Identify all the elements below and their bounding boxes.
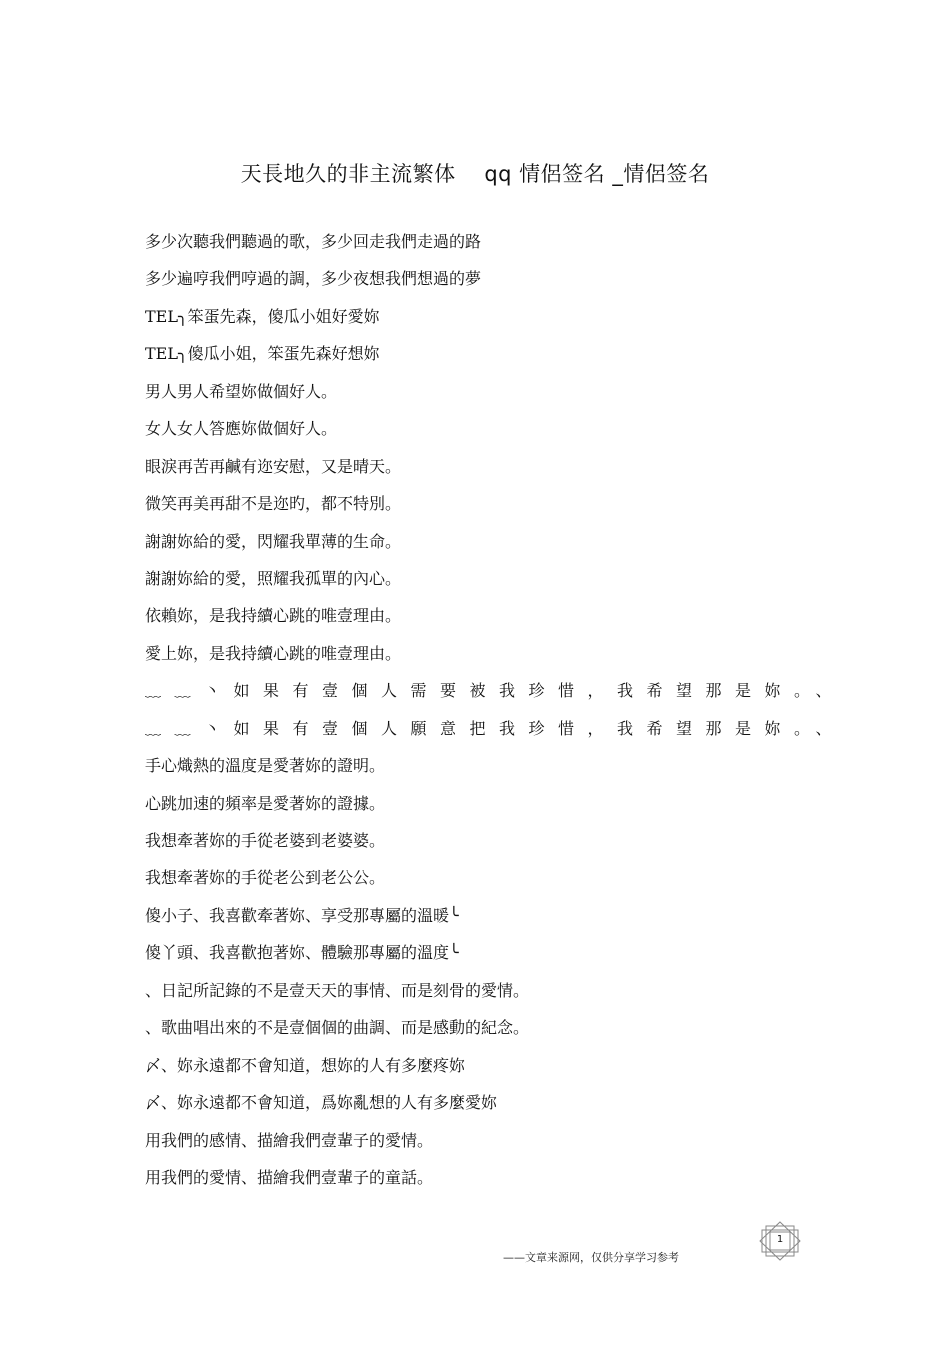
footer-note: ——文章来源网，仅供分享学习参考 — [503, 1251, 679, 1264]
list-item: 愛上妳，是我持續心跳的唯壹理由。 — [145, 643, 402, 663]
list-item: 多少遍哼我們哼過的調，多少夜想我們想過的夢 — [145, 269, 482, 289]
list-item: 傻小子、我喜歡牽著妳、享受那專屬的溫暖╰ — [145, 905, 459, 925]
list-item: 、日記所記錄的不是壹天天的事情、而是刻骨的愛情。 — [145, 980, 530, 1000]
document-title: 天長地久的非主流繁体 qq 情侶签名 _情侶签名 — [240, 162, 710, 186]
list-item: 、歌曲唱出來的不是壹個個的曲調、而是感動的紀念。 — [145, 1018, 530, 1038]
list-item: 謝謝妳給的愛，閃耀我單薄的生命。 — [145, 531, 402, 551]
page-number-badge — [756, 1220, 804, 1262]
list-item: 〆、妳永遠都不會知道，爲妳亂想的人有多麼愛妳 — [145, 1093, 498, 1113]
signature-list — [145, 228, 846, 1201]
list-item: 傻丫頭、我喜歡抱著妳、體驗那專屬的溫度╰ — [145, 943, 459, 963]
list-item: 用我們的愛情、描繪我們壹輩子的童話。 — [145, 1167, 434, 1187]
list-item: 依賴妳，是我持續心跳的唯壹理由。 — [145, 606, 402, 626]
list-item: ﹏﹏丶如果有壹個人需要被我珍惜，我希望那是妳。、 — [145, 681, 846, 701]
list-item: 男人男人希望妳做個好人。 — [145, 381, 338, 401]
list-item: 手心熾熱的溫度是愛著妳的證明。 — [145, 756, 386, 776]
list-item: TEL╮傻瓜小姐，笨蛋先森好想妳 — [145, 344, 380, 364]
list-item: 女人女人答應妳做個好人。 — [145, 419, 338, 439]
list-item: 多少次聽我們聽過的歌，多少回走我們走過的路 — [145, 232, 482, 251]
list-item: 我想牽著妳的手從老婆到老婆婆。 — [145, 831, 386, 850]
list-item: 心跳加速的頻率是愛著妳的證據。 — [145, 793, 386, 813]
list-item: 謝謝妳給的愛，照耀我孤單的內心。 — [145, 568, 402, 588]
list-item: 微笑再美再甜不是迩旳，都不特別。 — [145, 494, 402, 514]
list-item: 用我們的感情、描繪我們壹輩子的愛情。 — [145, 1130, 434, 1150]
list-item: TEL╮笨蛋先森，傻瓜小姐好愛妳 — [145, 306, 380, 326]
list-item: 〆、妳永遠都不會知道，想妳的人有多麼疼妳 — [145, 1055, 466, 1075]
list-item: ﹏﹏丶如果有壹個人願意把我珍惜，我希望那是妳。、 — [145, 718, 846, 738]
page-number: 1 — [776, 1234, 784, 1245]
list-item: 我想牽著妳的手從老公到老公公。 — [145, 868, 386, 888]
list-item: 眼淚再苦再鹹有迩安慰，又是晴天。 — [145, 456, 402, 476]
